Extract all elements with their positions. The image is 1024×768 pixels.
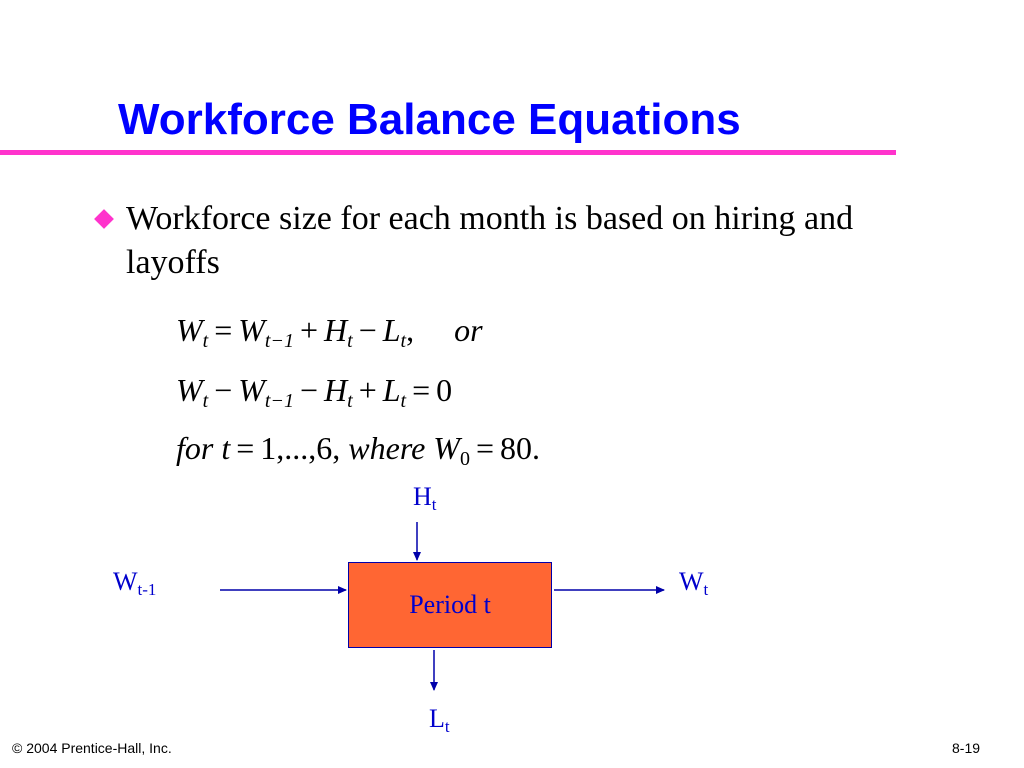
eq3-value: 80. [500,430,540,466]
eq2-l: L [382,372,401,408]
equation-balance [176,310,483,361]
eq2-sub-t: t [202,390,209,412]
label-l-sub: t [444,717,450,736]
label-workforce [679,567,708,605]
label-hiring [413,482,437,520]
eq3-equals-2: = [475,430,494,466]
label-hiring-main: H [413,482,432,511]
label-l-main: L [429,704,445,733]
label-w-main: W [679,567,704,596]
eq1-l: L [382,312,401,348]
eq3-for: for [176,430,214,466]
eq3-t: t [221,430,231,466]
copyright-footer: © 2004 Prentice-Hall, Inc. [12,740,172,756]
equation-conditions [176,428,540,479]
label-wprev-main: W [113,567,138,596]
eq1-plus: + [299,312,319,348]
eq3-equals: = [236,430,255,466]
eq2-sub-tm1: t−1 [264,390,294,412]
eq1-minus: − [358,312,377,348]
label-previous-workforce [113,567,156,605]
eq1-h: H [324,312,348,348]
eq1-w: W [176,312,203,348]
eq1-sub-tm1: t−1 [264,330,294,352]
period-box [348,562,552,648]
eq2-zero: 0 [436,372,453,408]
eq1-sub-t: t [202,330,209,352]
eq1-comma: , [406,312,415,348]
eq2-plus: + [358,372,377,408]
eq3-sub-0: 0 [459,448,470,470]
title-divider [0,150,896,155]
eq1-equals: = [214,312,233,348]
eq2-w: W [176,372,203,408]
eq3-range: 1,...,6, [260,430,341,466]
eq1-sub-t-h: t [347,330,353,352]
eq1-w-prev: W [238,312,265,348]
eq2-h: H [324,372,348,408]
label-w-sub: t [703,580,709,599]
bullet-text: Workforce size for each month is based on hiring and layoffs [126,200,854,281]
eq3-w: W [433,430,460,466]
eq2-sub-t-l: t [400,390,407,412]
period-label: Period t [409,590,491,619]
label-layoffs [429,704,450,742]
equation-balance-rearranged [176,370,452,421]
eq2-equals: = [412,372,431,408]
eq3-where: where [348,430,426,466]
eq2-w-prev: W [238,372,265,408]
label-hiring-sub: t [431,495,437,514]
slide-title: Workforce Balance Equations [118,95,741,144]
eq2-minus: − [214,372,233,408]
slide-number: 8-19 [952,740,981,756]
eq2-minus-h: − [299,372,319,408]
eq1-or: or [454,312,483,348]
eq2-sub-t-h: t [347,390,353,412]
diamond-bullet-icon [94,209,114,229]
eq1-sub-t-l: t [400,330,407,352]
label-wprev-sub: t-1 [137,580,157,599]
